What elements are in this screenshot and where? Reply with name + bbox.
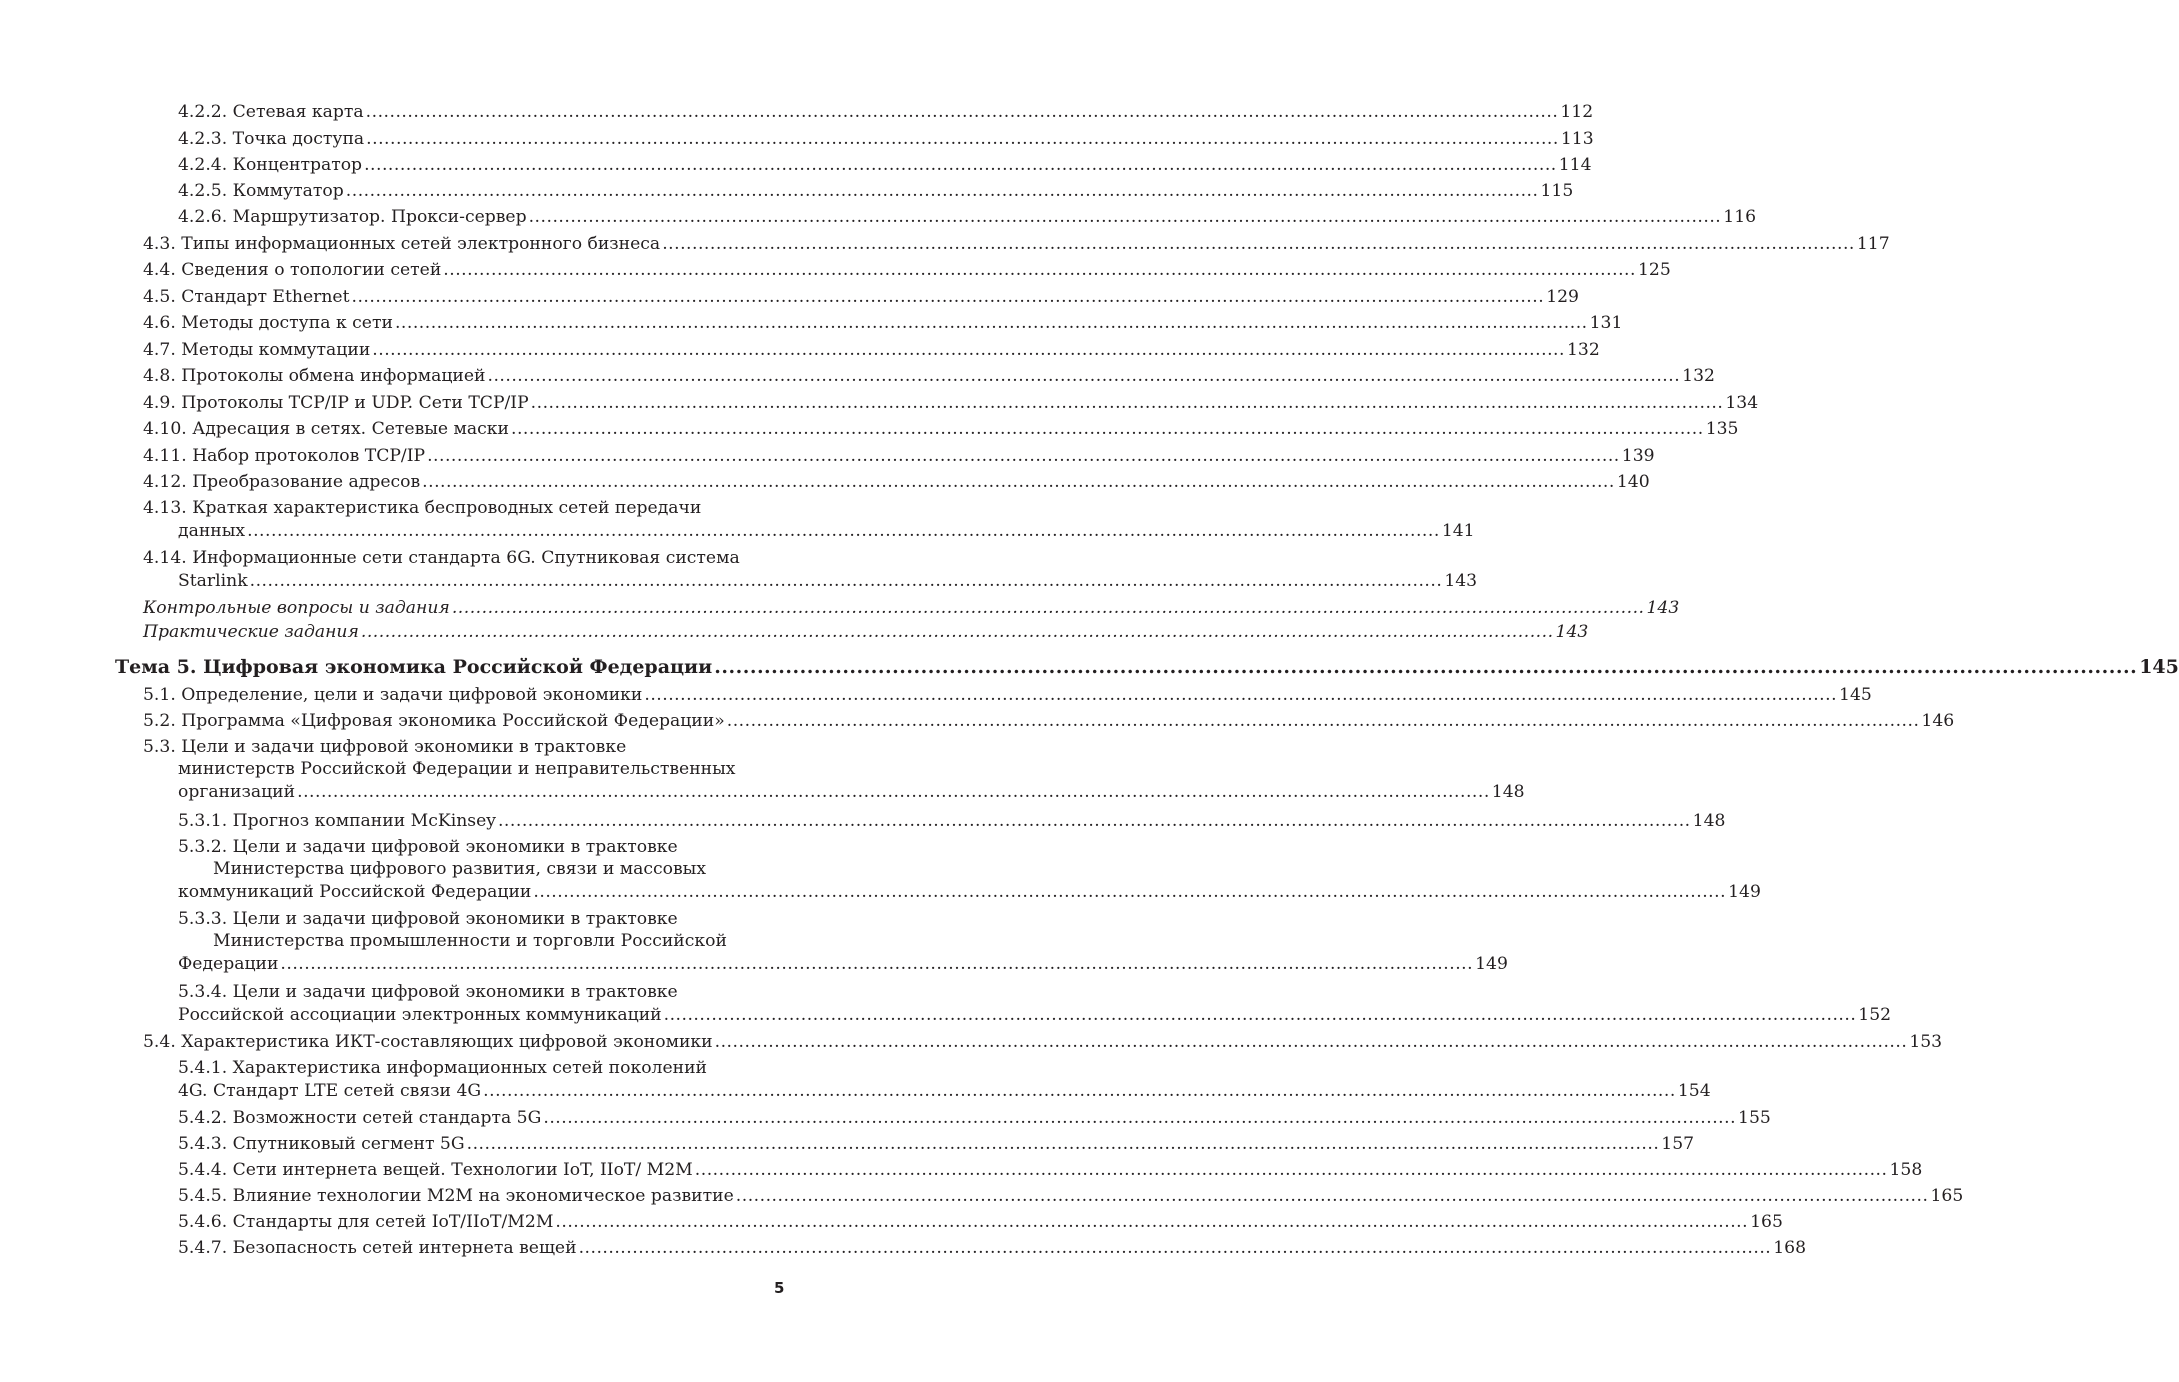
toc-entry-title: 4.2.6. Маршрутизатор. Прокси-сервер	[178, 207, 527, 227]
toc-entry	[178, 179, 1574, 203]
toc-entry	[178, 1236, 1807, 1260]
toc-page-number: 146	[1921, 711, 1955, 731]
toc-entry	[143, 364, 1715, 388]
toc-entry-text-line: министерств Российской Федерации и неправительственных	[178, 759, 736, 779]
toc-page-number: 154	[1677, 1081, 1711, 1101]
toc-page-number: 132	[1566, 340, 1600, 360]
dot-leader: ........................................................................................................................................................................................................	[487, 366, 1681, 386]
toc-entry-title: 4.12. Преобразование адресов	[143, 472, 421, 492]
toc-entry-title: 4.8. Протоколы обмена информацией	[143, 366, 486, 386]
toc-entry	[178, 836, 1761, 904]
toc-page-number: 113	[1560, 129, 1594, 149]
toc-page-number: 132	[1682, 366, 1715, 386]
toc-entry	[143, 470, 1650, 494]
toc-page-number: 158	[1889, 1160, 1923, 1180]
toc-page-number: 115	[1540, 181, 1574, 201]
toc-entry-title: данных	[178, 521, 246, 541]
toc-page-number: 145	[2139, 656, 2179, 678]
toc-entry	[143, 311, 1623, 335]
toc-page-number: 153	[1909, 1032, 1943, 1052]
toc-entry	[178, 1210, 1783, 1234]
toc-page-number: 149	[1728, 882, 1761, 902]
toc-entry-title: 5.4. Характеристика ИКТ-составляющих цифровой экономики	[143, 1032, 713, 1052]
dot-leader: ........................................................................................................................................................................................................	[662, 234, 1855, 254]
toc-page-number: 155	[1738, 1108, 1771, 1128]
dot-leader: ........................................................................................................................................................................................................	[644, 685, 1838, 705]
toc-entry-title: 4.6. Методы доступа к сети	[143, 313, 393, 333]
toc-entry-title: коммуникаций Российской Федерации	[178, 882, 532, 902]
dot-leader: ........................................................................................................................................................................................................	[714, 656, 2138, 678]
toc-entry-text-line: 5.3.2. Цели и задачи цифровой экономики в трактовке	[178, 837, 678, 857]
toc-page-number: 117	[1856, 234, 1890, 254]
toc-chapter-heading	[115, 653, 2179, 681]
toc-entry-text-line: 5.4.1. Характеристика информационных сетей поколений	[178, 1058, 707, 1078]
toc-entry-title: 4.7. Методы коммутации	[143, 340, 371, 360]
dot-leader: ........................................................................................................................................................................................................	[533, 882, 1727, 902]
toc-entry	[143, 444, 1655, 468]
toc-entry-text-line: Министерства промышленности и торговли Российской	[213, 931, 727, 951]
toc-entry	[178, 1106, 1771, 1130]
toc-page-number: 148	[1692, 811, 1726, 831]
dot-leader: ........................................................................................................................................................................................................	[249, 571, 1443, 591]
dot-leader: ........................................................................................................................................................................................................	[694, 1160, 1888, 1180]
toc-entry	[178, 205, 1757, 229]
dot-leader: ........................................................................................................................................................................................................	[443, 260, 1636, 280]
dot-leader: ........................................................................................................................................................................................................	[365, 102, 1559, 122]
dot-leader: ........................................................................................................................................................................................................	[466, 1134, 1660, 1154]
toc-page-number: 135	[1705, 419, 1739, 439]
toc-entry-title: 5.4.4. Сети интернета вещей. Технологии IoT, IIoT/ M2M	[178, 1160, 693, 1180]
toc-entry-title: 4.3. Типы информационных сетей электронного бизнеса	[143, 234, 661, 254]
toc-entry-text-line: 5.3. Цели и задачи цифровой экономики в трактовке	[143, 737, 627, 757]
toc-entry-title: Практические задания	[143, 622, 359, 642]
dot-leader: ........................................................................................................................................................................................................	[360, 622, 1554, 642]
toc-entry-title: 4.11. Набор протоколов TCP/IP	[143, 446, 426, 466]
dot-leader: ........................................................................................................................................................................................................	[422, 472, 1615, 492]
toc-entry	[178, 809, 1726, 833]
toc-entry	[143, 497, 1475, 543]
toc-entry	[178, 153, 1592, 177]
dot-leader: ........................................................................................................................................................................................................	[247, 521, 1440, 541]
toc-entry-title: 5.4.2. Возможности сетей стандарта 5G	[178, 1108, 542, 1128]
toc-page-number: 157	[1661, 1134, 1695, 1154]
toc-page-number: 165	[1750, 1212, 1783, 1232]
toc-page-number: 125	[1637, 260, 1671, 280]
toc-entry	[143, 736, 1525, 804]
toc-entry	[143, 338, 1600, 362]
toc-page-number: 143	[1646, 598, 1680, 618]
toc-page-number: 140	[1616, 472, 1650, 492]
dot-leader: ........................................................................................................................................................................................................	[543, 1108, 1737, 1128]
toc-entry	[143, 1030, 1943, 1054]
toc-entry-title: 4.2.4. Концентратор	[178, 155, 363, 175]
toc-entry	[143, 709, 1955, 733]
dot-leader: ........................................................................................................................................................................................................	[714, 1032, 1908, 1052]
toc-entry-title: 5.1. Определение, цели и задачи цифровой экономики	[143, 685, 643, 705]
toc-entry	[178, 127, 1594, 151]
toc-page-number: 165	[1930, 1186, 1964, 1206]
toc-page-number: 139	[1621, 446, 1655, 466]
dot-leader: ........................................................................................................................................................................................................	[497, 811, 1691, 831]
toc-page-number: 143	[1444, 571, 1478, 591]
dot-leader: ........................................................................................................................................................................................................	[394, 313, 1588, 333]
toc-page-number: 134	[1725, 393, 1759, 413]
toc-entry-title: 5.2. Программа «Цифровая экономика Российской Федерации»	[143, 711, 725, 731]
toc-page-number: 114	[1558, 155, 1592, 175]
page-number: 5	[774, 1279, 785, 1297]
toc-entry	[143, 620, 1589, 644]
toc-entry	[143, 596, 1680, 620]
toc-page-number: 116	[1723, 207, 1757, 227]
toc-page-number: 152	[1858, 1005, 1892, 1025]
dot-leader: ........................................................................................................................................................................................................	[427, 446, 1620, 466]
toc-entry-text-line: 5.3.3. Цели и задачи цифровой экономики в трактовке	[178, 909, 678, 929]
toc-entry-text-line: 4.14. Информационные сети стандарта 6G. Спутниковая система	[143, 548, 740, 568]
dot-leader: ........................................................................................................................................................................................................	[364, 155, 1557, 175]
toc-page-number: 149	[1475, 954, 1508, 974]
toc-page-number: 131	[1589, 313, 1623, 333]
toc-page-number: 148	[1491, 782, 1525, 802]
dot-leader: ........................................................................................................................................................................................................	[483, 1081, 1676, 1101]
toc-entry	[178, 1158, 1923, 1182]
toc-entry-title: 4.2.5. Коммутатор	[178, 181, 344, 201]
toc-entry	[178, 908, 1508, 976]
dot-leader: ........................................................................................................................................................................................................	[578, 1238, 1772, 1258]
toc-entry-title: 5.4.6. Стандарты для сетей IoT/IIoT/M2M	[178, 1212, 554, 1232]
dot-leader: ........................................................................................................................................................................................................	[530, 393, 1724, 413]
toc-entry-title: Starlink	[178, 571, 248, 591]
dot-leader: ........................................................................................................................................................................................................	[735, 1186, 1929, 1206]
toc-entry-title: 5.4.3. Спутниковый сегмент 5G	[178, 1134, 465, 1154]
dot-leader: ........................................................................................................................................................................................................	[726, 711, 1920, 731]
toc-entry	[178, 1132, 1695, 1156]
toc-entry-title: 5.4.5. Влияние технологии M2M на экономическое развитие	[178, 1186, 734, 1206]
toc-entry-title: 4.10. Адресация в сетях. Сетевые маски	[143, 419, 509, 439]
toc-page-number: 143	[1555, 622, 1589, 642]
toc-page-number: 168	[1773, 1238, 1807, 1258]
toc-entry-title: 4.9. Протоколы TCP/IP и UDP. Сети TCP/IP	[143, 393, 529, 413]
dot-leader: ........................................................................................................................................................................................................	[345, 181, 1539, 201]
dot-leader: ........................................................................................................................................................................................................	[366, 129, 1559, 149]
toc-entry	[143, 417, 1739, 441]
dot-leader: ........................................................................................................................................................................................................	[372, 340, 1565, 360]
toc-entry-title: 5.3.1. Прогноз компании McKinsey	[178, 811, 496, 831]
toc-entry-title: Тема 5. Цифровая экономика Российской Федерации	[115, 656, 713, 678]
toc-entry	[143, 391, 1759, 415]
dot-leader: ........................................................................................................................................................................................................	[663, 1005, 1857, 1025]
toc-entry-title: 4.5. Стандарт Ethernet	[143, 287, 350, 307]
dot-leader: ........................................................................................................................................................................................................	[351, 287, 1545, 307]
toc-entry-text-line: Министерства цифрового развития, связи и массовых	[213, 859, 707, 879]
toc-page-number: 141	[1441, 521, 1475, 541]
toc-entry-text-line: 4.13. Краткая характеристика беспроводных сетей передачи	[143, 498, 702, 518]
toc-entry	[143, 258, 1671, 282]
toc-entry	[143, 547, 1478, 593]
toc-entry-title: 4.2.2. Сетевая карта	[178, 102, 364, 122]
toc-entry-title: 4.4. Сведения о топологии сетей	[143, 260, 442, 280]
toc-entry-title: организаций	[178, 782, 296, 802]
toc-entry-title: 5.4.7. Безопасность сетей интернета вещей	[178, 1238, 577, 1258]
dot-leader: ........................................................................................................................................................................................................	[511, 419, 1704, 439]
toc-entry	[143, 285, 1579, 309]
toc-entry	[178, 981, 1892, 1027]
dot-leader: ........................................................................................................................................................................................................	[555, 1212, 1749, 1232]
toc-entry	[143, 683, 1872, 707]
dot-leader: ........................................................................................................................................................................................................	[451, 598, 1645, 618]
dot-leader: ........................................................................................................................................................................................................	[297, 782, 1490, 802]
toc-entry-title: 4.2.3. Точка доступа	[178, 129, 365, 149]
toc-entry	[143, 232, 1890, 256]
dot-leader: ........................................................................................................................................................................................................	[280, 954, 1474, 974]
toc-entry-title: 4G. Стандарт LTE сетей связи 4G	[178, 1081, 482, 1101]
toc-entry-title: Российской ассоциации электронных коммуникаций	[178, 1005, 662, 1025]
toc-entry	[178, 100, 1594, 124]
toc-entry	[178, 1184, 1964, 1208]
toc-entry-title: Федерации	[178, 954, 279, 974]
toc-entry	[178, 1057, 1711, 1103]
toc-entry-text-line: 5.3.4. Цели и задачи цифровой экономики в трактовке	[178, 982, 678, 1002]
dot-leader: ........................................................................................................................................................................................................	[528, 207, 1722, 227]
toc-page-number: 129	[1546, 287, 1579, 307]
toc-entry-title: Контрольные вопросы и задания	[143, 598, 450, 618]
toc-page-number: 112	[1560, 102, 1594, 122]
toc-page-number: 145	[1839, 685, 1872, 705]
